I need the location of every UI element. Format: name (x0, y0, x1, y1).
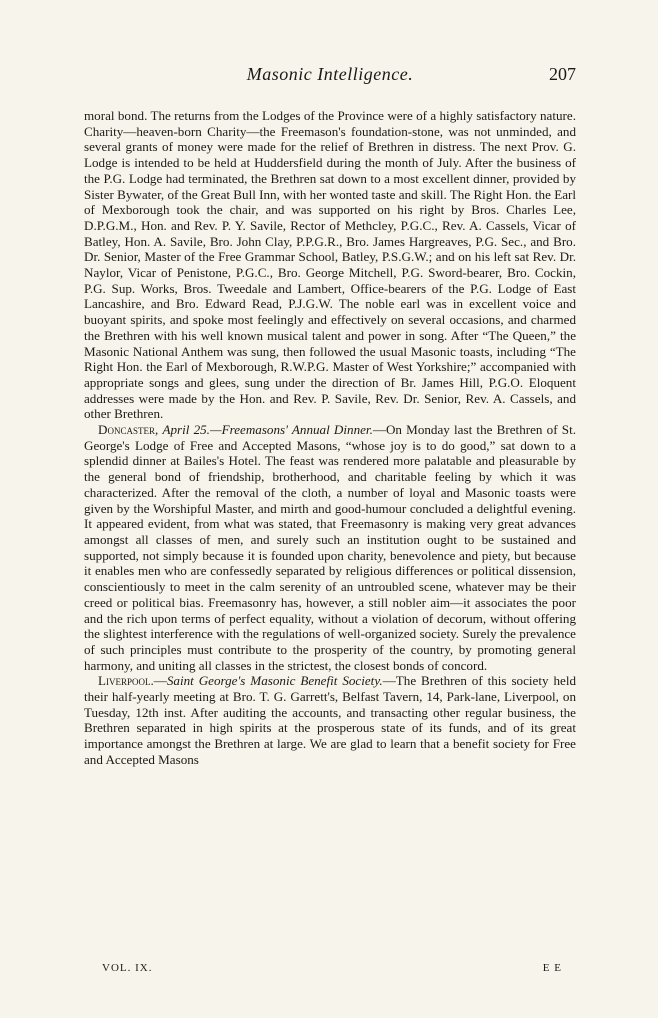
paragraph-doncaster (84, 422, 576, 673)
running-head (84, 64, 576, 90)
body-text (84, 108, 576, 768)
paragraph-text: —The Brethren of this society held their half-yearly meeting at Bro. T. G. Garrett's, Belfast Tavern, 14, Park-lane, Liverpool, on Tuesday, 12th inst. After auditing the accounts, and transacting other regular business, the Brethren separated in high spirits at the prosperous state of its funds, and of its great importance amongst the Brethren at large. We are glad to learn that a benefit society for Free and Accepted Masons (84, 673, 577, 767)
footer (102, 962, 562, 978)
heading-dash: — (153, 673, 167, 689)
place-heading-liverpool: Liverpool. (98, 673, 154, 689)
running-title: Masonic Intelligence. (246, 64, 414, 84)
paragraph-liverpool (84, 673, 576, 767)
paragraph-west-yorkshire (84, 108, 576, 422)
place-heading-doncaster: Doncaster, (98, 422, 159, 438)
paragraph-text: —On Monday last the Brethren of St. George's Lodge of Free and Accepted Masons, “whose joy is to do good,” sat down to a splendid dinner at Bailes's Hotel. The feast was rendered more palatable and pleasurable by the general bond of friendship, brotherhood, and charitable feeling by which it was characterized. After the removal of the cloth, a number of loyal and Masonic toasts were given by the Worshipful Master, and mirth and good-humour concluded a delightful evening. It appeared evident, from what was stated, that Freemasonry is making very great advances amongst all classes of men, and surely such an institution ought to be sustained and supported, not simply because it is founded upon charity, benevolence and piety, but because it enables men who are confessedly separated by religious differences or political dissension, conscientiously to meet in the calm serenity of an untroubled scene, whatever may be their creed or political bias. Freemasonry has, however, a still nobler aim—it associates the poor and the rich upon terms of perfect equality, without a violation of decorum, without offering the slightest interference with the regulations of well-organized society. Surely the prevalence of such principles must contribute to the prosperity of the country, by promoting general harmony, and uniting all classes in the strictest, the closest bonds of concord. (84, 422, 576, 673)
signature-mark: E E (542, 962, 562, 974)
paragraph-text: moral bond. The returns from the Lodges of the Province were of a highly satisfactory nature. Charity—heaven-born Charity—the Freemason's foundation-stone, was not unminded, and several grants of money were made for the relief of Brethren in distress. The next Prov. G. Lodge is intended to be held at Huddersfield during the month of July. After the business of the P.G. Lodge had terminated, the Brethren sat down to a most excellent dinner, provided by Sister Bywater, of the Great Bull Inn, with her wonted taste and skill. The Right Hon. the Earl of Mexborough took the chair, and was supported on his right by Bros. Charles Lee, D.P.G.M., Hon. and Rev. P. Y. Savile, Rector of Methcley, P.G.C., Rev. A. Cassels, Vicar of Batley, Hon. A. Savile, Bro. John Clay, P.P.G.R., Bro. James Hargreaves, P.G. Sec., and Bro. Dr. Senior, Master of the Free Grammar School, Batley, P.S.G.W.; and on his left sat Rev. Dr. Naylor, Vicar of Penistone, P.G.C., Bro. George Mitchell, P.G. Sword-bearer, Bro. Cockin, P.G. Sup. Works, Bros. Tweedale and Lambert, Office-bearers of the P.G. Lodge of East Lancashire, and Bro. Edward Read, P.J.G.W. The noble earl was in excellent voice and buoyant spirits, and spoke most feelingly and effectively on several occasions, and charmed the Brethren with his well known musical talent and power in song. After “The Queen,” the Masonic National Anthem was sung, then followed the usual Masonic toasts, including “The Right Hon. the Earl of Mexborough, R.W.P.G. Master of West Yorkshire;” accompanied with appropriate songs and glees, sung under the direction of Br. James Hill, P.G.O. Eloquent addresses were made by the Hon. and Rev. P. Savile, Rev. Dr. Senior, Rev. A. Cassels, and other Brethren. (84, 108, 576, 422)
article-heading-liverpool: Saint George's Masonic Benefit Society. (166, 673, 383, 689)
volume-label: VOL. IX. (102, 962, 153, 974)
page-number: 207 (549, 64, 576, 84)
article-heading-doncaster: April 25.—Freemasons' Annual Dinner. (162, 422, 373, 438)
